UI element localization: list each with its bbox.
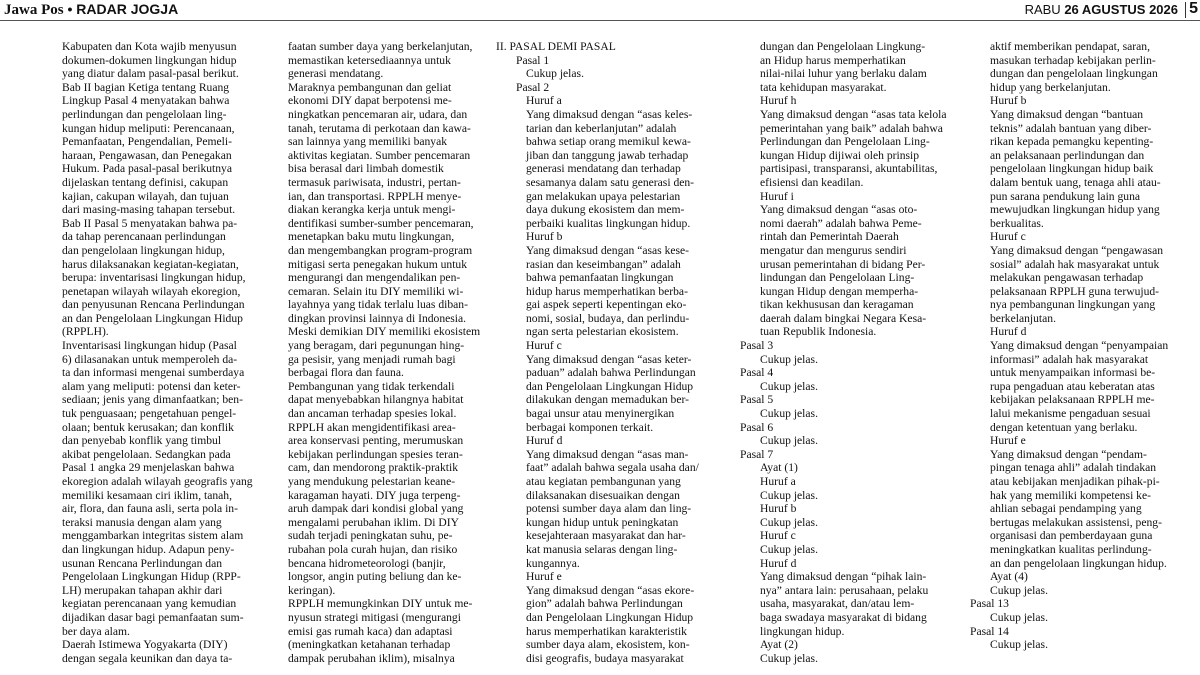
text-line: yang beragam, dari pegunungan hing- [288, 339, 465, 353]
text-line: ian, dan transportasi. RPPLH menye- [288, 189, 462, 203]
text-line: karagaman hayati. DIY juga terpeng- [288, 488, 461, 502]
text-line: ngan serta pelestarian ekosistem. [526, 325, 679, 339]
text-line: dungan dan pengelolaan lingkungan [990, 67, 1158, 81]
text-line: Meski demikian DIY memiliki ekosistem [288, 325, 481, 339]
text-line: dilakukan dengan memadukan ber- [526, 393, 689, 407]
text-line: dan pengelolaan lingkungan hidup, [62, 243, 225, 257]
text-line: layahnya yang tidak terlalu luas diban- [288, 298, 468, 312]
text-line: pelaksanaan RPPLH guna terwujud- [990, 284, 1160, 298]
text-line: kungannya. [526, 556, 580, 570]
text-line: ningkatkan pencemaran air, udara, dan [288, 107, 468, 121]
text-line: emisi gas rumah kaca) dan adaptasi [288, 624, 453, 638]
text-line: lingkungan hidup. [760, 624, 845, 638]
text-line: LH) merupakan tahapan akhir dari [62, 583, 223, 597]
text-line: Huruf h [760, 94, 797, 108]
text-line: da tahap perencanaan perlindungan [62, 230, 226, 244]
text-line: pemerintahan yang baik” adalah bahwa [760, 121, 943, 135]
text-line: Huruf b [526, 230, 563, 244]
text-line: rasian dan keseimbangan” adalah [526, 257, 681, 271]
text-line: dampak perubahan iklim), misalnya [288, 651, 455, 665]
text-line: nya pembangunan lingkungan yang [990, 298, 1156, 312]
text-line: Cukup jelas. [760, 488, 818, 502]
text-line: Pasal 14 [970, 624, 1009, 638]
text-line: Pasal 3 [740, 339, 774, 353]
text-line: berbagai flora dan fauna. [288, 366, 404, 380]
text-line: yang mendukung pelestarian keane- [288, 475, 456, 488]
text-line: usunan Rencana Perlindungan dan [62, 556, 223, 570]
article-column-3 [496, 40, 714, 675]
text-line: bahwa setiap orang memikul kewa- [526, 135, 691, 149]
text-line: rintah dan Pemerintah Daerah [760, 230, 899, 244]
text-line: dengan ketentuan yang berlaku. [990, 420, 1138, 434]
text-line: aktivitas kegiatan. Sumber pencemaran [288, 148, 471, 162]
text-line: dijelaskan tentang definisi, cakupan [62, 175, 229, 189]
text-line: Cukup jelas. [990, 638, 1048, 652]
text-line: longsor, angin puting beliung dan ke- [288, 570, 462, 584]
text-line: Bab II Pasal 5 menyatakan bahwa pa- [62, 216, 238, 230]
text-line: kungan Hidup dijiwai oleh prinsip [760, 148, 920, 162]
text-line: Maraknya pembangunan dan geliat [288, 80, 452, 94]
text-line: tarian dan keberlanjutan” adalah [526, 121, 677, 135]
header-rule [0, 20, 1200, 21]
text-line: harus dilaksanakan kegiatan-kegiatan, [62, 257, 239, 271]
text-line: kebijakan pelaksanaan RPPLH me- [990, 393, 1155, 407]
text-line: untuk menyampaikan informasi be- [990, 366, 1156, 380]
text-line: Huruf d [990, 325, 1027, 339]
text-line: paduan” adalah bahwa Perlindungan [526, 366, 696, 380]
text-line: yang diatur dalam pasal-pasal berikut. [62, 67, 239, 81]
text-line: 6) dilasanakan untuk memperoleh da- [62, 352, 238, 366]
text-line: pengelolaan lingkungan hidup baik [990, 162, 1154, 176]
text-line: Yang dimaksud dengan “asas man- [526, 447, 689, 461]
text-line: dengan segala keunikan dan daya ta- [62, 651, 233, 665]
text-line: kungan hidup untuk peningkatan [526, 515, 679, 529]
text-line: haraan, Pengawasan, dan Penegakan [62, 148, 232, 162]
masthead [0, 0, 1200, 22]
text-line: pingan tenaga ahli” adalah tindakan [990, 461, 1157, 475]
text-line: Yang dimaksud dengan “asas keles- [526, 107, 693, 121]
text-line: dingkan provinsi lainnya di Indonesia. [288, 311, 467, 325]
text-line: Cukup jelas. [990, 583, 1048, 597]
text-line: rupa pengaduan atau keberatan atas [990, 379, 1155, 393]
edition-name: RADAR JOGJA [76, 1, 179, 17]
text-line: Huruf i [760, 189, 794, 203]
text-line: tata kehidupan masyarakat. [760, 80, 887, 94]
article-column-1 [62, 40, 267, 675]
text-line: Daerah Istimewa Yogyakarta (DIY) [62, 638, 228, 652]
text-line: dan ancaman terhadap spesies lokal. [288, 407, 457, 421]
text-line: Pemanfaatan, Pengendalian, Pemeli- [62, 135, 232, 149]
text-line: Pasal 7 [740, 447, 774, 461]
text-line: daerah dalam bingkai Negara Kesa- [760, 311, 927, 325]
text-line: Pasal 6 [740, 420, 774, 434]
text-line: atau kebijakan menjadikan pihak-pi- [990, 475, 1160, 488]
text-line: alam yang meliputi: potensi dan keter- [62, 379, 241, 393]
text-line: daya dukung ekosistem dan mem- [526, 203, 685, 217]
text-line: Yang dimaksud dengan “asas ekore- [526, 583, 695, 597]
text-line: Yang dimaksud dengan “asas oto- [760, 203, 918, 217]
text-line: urusan pemerintahan di bidang Per- [760, 257, 926, 271]
text-line: organisasi dan pemberdayaan guna [990, 529, 1153, 543]
text-line: dilaksanakan disesuaikan dengan [526, 488, 680, 502]
text-line: potensi sumber daya alam dan ling- [526, 502, 692, 516]
text-line: kungan hidup meliputi: Perencanaan, [62, 121, 235, 135]
text-line: aruh dampak dari kondisi global yang [288, 502, 464, 516]
text-line: Pasal 5 [740, 393, 774, 407]
text-line: Pembangunan yang tidak terkendali [288, 379, 455, 393]
text-line: Huruf a [760, 475, 796, 488]
text-line: efisiensi dan keadilan. [760, 175, 864, 189]
text-line: perlindungan dan pengelolaan ling- [62, 107, 227, 121]
text-line: diakan kerangka kerja untuk mengi- [288, 203, 456, 217]
text-line: Huruf c [990, 230, 1026, 244]
text-line: nya” antara lain: perusahaan, pelaku [760, 583, 929, 597]
text-line: Yang dimaksud dengan “pendam- [990, 447, 1147, 461]
text-line: usaha, masyarakat, dan/atau lem- [760, 597, 915, 611]
text-line: RPPLH memungkinkan DIY untuk me- [288, 597, 473, 611]
text-line: an dan pengelolaan lingkungan hidup. [990, 556, 1167, 570]
text-line: area konservasi penting, merumuskan [288, 434, 464, 448]
text-line: Hukum. Pada pasal-pasal berikutnya [62, 162, 232, 176]
text-line: faat” adalah bahwa segala usaha dan/ [526, 461, 699, 475]
text-line: Yang dimaksud dengan “bantuan [990, 107, 1144, 121]
text-line: rikan kepada pemangku kepenting- [990, 135, 1154, 149]
text-line: Ayat (4) [990, 570, 1028, 584]
text-line: Yang dimaksud dengan “asas keter- [526, 352, 692, 366]
text-line: Huruf c [760, 529, 796, 543]
text-line: ta dan informasi mengenai sumberdaya [62, 366, 245, 380]
text-line: teknis” adalah bantuan yang diber- [990, 121, 1152, 135]
text-line: dijadikan dasar bagi pemanfaatan sum- [62, 610, 244, 624]
date-label: 26 AGUSTUS 2026 [1064, 2, 1178, 17]
text-line: tikan kekhususan dan keragaman [760, 298, 914, 312]
text-line: teraksi manusia dengan alam yang [62, 515, 222, 529]
text-line: ber daya alam. [62, 624, 130, 638]
text-line: berkualitas. [990, 216, 1044, 230]
text-line: Pasal 2 [516, 80, 550, 94]
text-line: dungan dan Pengelolaan Lingkung- [760, 40, 926, 53]
text-line: nomi daerah” adalah bahwa Peme- [760, 216, 922, 230]
text-line: penetapan wilayah wilayah ekoregion, [62, 284, 241, 298]
text-line: baga swadaya masyarakat di bidang [760, 610, 927, 624]
text-line: sumber daya alam, ekosistem, kon- [526, 638, 690, 652]
text-line: nyusun strategi mitigasi (mengurangi [288, 610, 461, 624]
text-line: dan mengembangkan program-program [288, 243, 473, 257]
text-line: Lingkup Pasal 4 menyatakan bahwa [62, 94, 230, 108]
text-line: mitigasi serta penegakan hukum untuk [288, 257, 468, 271]
text-line: kat manusia selaras dengan ling- [526, 542, 678, 556]
text-line: melakukan pengawasan terhadap [990, 271, 1144, 285]
text-line: ekoregion adalah wilayah geografis yang [62, 475, 253, 488]
text-line: dapat menyebabkan hilangnya habitat [288, 393, 464, 407]
text-line: hidup yang berkelanjutan. [990, 80, 1111, 94]
article-column-2 [288, 40, 486, 675]
text-line: generasi mendatang. [288, 67, 384, 81]
text-line: informasi” adalah hak masyarakat [990, 352, 1149, 366]
text-line: Cukup jelas. [760, 434, 818, 448]
article-column-5 [970, 40, 1195, 675]
text-line: Yang dimaksud dengan “asas kese- [526, 243, 690, 257]
text-line: dentifikasi sumber-sumber pencemaran, [288, 216, 474, 230]
text-line: Huruf d [526, 434, 563, 448]
page-number: 5 [1189, 0, 1198, 17]
text-line: cemaran. Selain itu DIY memiliki wi- [288, 284, 464, 298]
text-line: (RPPLH). [62, 325, 109, 339]
text-line: Yang dimaksud dengan “penyampaian [990, 339, 1169, 353]
text-line: pun sarana pendukung lain guna [990, 189, 1141, 203]
text-line: sosial” adalah hak masyarakat untuk [990, 257, 1160, 271]
text-line: Huruf e [990, 434, 1026, 448]
text-line: lindungan dan Pengelolaan Ling- [760, 271, 915, 285]
text-line: bahwa pemanfaatan lingkungan [526, 271, 674, 285]
text-line: gion” adalah bahwa Perlindungan [526, 597, 683, 611]
text-line: berbagai komponen terkait. [526, 420, 654, 434]
text-line: dari masing-masing tahapan tersebut. [62, 203, 236, 217]
brand-name: Jawa Pos [4, 2, 64, 18]
text-line: Cukup jelas. [760, 515, 818, 529]
text-line: Cukup jelas. [760, 651, 818, 665]
text-line: Bab II bagian Ketiga tentang Ruang [62, 80, 230, 94]
text-line: mengalami perubahan iklim. Di DIY [288, 515, 459, 529]
masthead-left [4, 1, 178, 19]
text-line: Cukup jelas. [760, 379, 818, 393]
text-line: Huruf d [760, 556, 797, 570]
text-line: mengurangi dan mengendalikan pen- [288, 271, 461, 285]
text-line: ahlian sebagai pendamping yang [990, 502, 1142, 516]
text-line: berkelanjutan. [990, 311, 1056, 325]
text-line: mewujudkan lingkungan hidup yang [990, 203, 1160, 217]
text-line: memastikan ketersediaannya untuk [288, 53, 451, 67]
text-line: lalui mekanisme pengaduan sesuai [990, 407, 1151, 421]
text-line: tuan Republik Indonesia. [760, 325, 877, 339]
text-line: faatan sumber daya yang berkelanjutan, [288, 40, 473, 53]
text-line: dokumen-dokumen lingkungan hidup [62, 53, 237, 67]
text-line: aktif memberikan pendapat, saran, [990, 40, 1150, 53]
text-line: hak yang memiliki kompetensi ke- [990, 488, 1151, 502]
text-line: kegiatan perencanaan yang kemudian [62, 597, 237, 611]
text-line: menetapkan baku mutu lingkungan, [288, 230, 455, 244]
masthead-divider [1185, 2, 1186, 18]
text-line: sediaan; jenis yang dimanfaatkan; ben- [62, 393, 243, 407]
text-line: sesamanya dalam satu generasi den- [526, 175, 695, 189]
day-label: RABU [1024, 2, 1061, 17]
article-column-4 [740, 40, 950, 675]
text-line: kajian, cakupan wilayah, dan tujuan [62, 189, 229, 203]
text-line: kesejahteraan masyarakat dan har- [526, 529, 686, 543]
text-line: Ayat (2) [760, 638, 798, 652]
text-line: Huruf a [526, 94, 562, 108]
text-line: Huruf b [760, 502, 797, 516]
text-line: dalam bentuk uang, tenaga ahli atau- [990, 175, 1161, 189]
text-line: kebijakan perlindungan spesies teran- [288, 447, 463, 461]
text-line: bagai unsur atau menyinergikan [526, 407, 675, 421]
text-line: an pelaksanaan perlindungan dan [990, 148, 1145, 162]
text-line: akibat pengelolaan. Sedangkan pada [62, 447, 231, 461]
text-line: gai aspek seperti kepentingan eko- [526, 298, 687, 312]
text-line: tuk penguasaan; pengetahuan pengel- [62, 407, 237, 421]
text-line: Yang dimaksud dengan “pihak lain- [760, 570, 927, 584]
text-line: RPPLH akan mengidentifikasi area- [288, 420, 456, 434]
text-line: Pasal 1 angka 29 menjelaskan bahwa [62, 461, 235, 475]
text-line: Cukup jelas. [990, 610, 1048, 624]
text-line: air, flora, dan fauna asli, serta pola in- [62, 502, 238, 516]
text-line: bisa berasal dari limbah domestik [288, 162, 444, 176]
text-line: II. PASAL DEMI PASAL [496, 40, 616, 53]
text-line: keringan). [288, 583, 336, 597]
text-line: Cukup jelas. [760, 542, 818, 556]
text-line: menggambarkan integritas sistem alam [62, 529, 244, 543]
text-line: Cukup jelas. [526, 67, 584, 81]
text-line: Huruf b [990, 94, 1027, 108]
text-line: rubahan pola curah hujan, dan risiko [288, 542, 458, 556]
text-line: Cukup jelas. [760, 407, 818, 421]
text-line: an dan Pengelolaan Lingkungan Hidup [62, 311, 243, 325]
text-line: gan melakukan upaya pelestarian [526, 189, 681, 203]
text-line: nomi, sosial, budaya, dan perlindu- [526, 311, 690, 325]
text-line: harus memperhatikan karakteristik [526, 624, 687, 638]
text-line: perbaiki kualitas lingkungan hidup. [526, 216, 691, 230]
text-line: mengatur dan mengurus sendiri [760, 243, 907, 257]
text-line: hidup harus memperhatikan berba- [526, 284, 688, 298]
text-line: Kabupaten dan Kota wajib menyusun [62, 40, 237, 53]
text-line: partisipasi, transparansi, akuntabilitas, [760, 162, 938, 176]
masthead-bullet: • [67, 1, 73, 17]
text-line: cam, dan mendorong praktik-praktik [288, 461, 458, 475]
text-line: Ayat (1) [760, 461, 798, 475]
text-line: memiliki kesamaan ciri iklim, tanah, [62, 488, 232, 502]
text-line: jiban dan tanggung jawab terhadap [526, 148, 689, 162]
text-line: Perlindungan dan Pengelolaan Ling- [760, 135, 930, 149]
text-line: dan lingkungan hidup. Adapun peny- [62, 542, 235, 556]
text-line: (meningkatkan ketahanan terhadap [288, 638, 451, 652]
text-line: meningkatkan kualitas perlindung- [990, 542, 1152, 556]
text-line: Huruf c [526, 339, 562, 353]
text-line: Pasal 1 [516, 53, 550, 67]
text-line: Pengelolaan Lingkungan Hidup (RPP- [62, 570, 241, 584]
text-line: ga pesisir, yang menjadi rumah bagi [288, 352, 456, 366]
text-line: an Hidup harus memperhatikan [760, 53, 906, 67]
text-line: berupa: inventarisasi lingkungan hidup, [62, 271, 246, 285]
text-line: bertugas melakukan assistensi, peng- [990, 515, 1162, 529]
text-line: disi geografis, budaya masyarakat [526, 651, 684, 665]
text-line: sudah terjadi peningkatan suhu, pe- [288, 529, 453, 543]
text-line: Huruf e [526, 570, 562, 584]
text-line: Yang dimaksud dengan “asas tata kelola [760, 107, 947, 121]
text-line: bencana hidrometeorologi (banjir, [288, 556, 446, 570]
text-line: Inventarisasi lingkungan hidup (Pasal [62, 339, 237, 353]
text-line: generasi mendatang dan terhadap [526, 162, 681, 176]
text-line: ekonomi DIY dapat berpotensi me- [288, 94, 452, 108]
text-line: atau kegiatan pembangunan yang [526, 475, 681, 488]
text-line: kungan Hidup dengan memperha- [760, 284, 919, 298]
text-line: termasuk pariwisata, industri, pertan- [288, 175, 461, 189]
text-line: Cukup jelas. [760, 352, 818, 366]
text-line: dan Pengelolaan Lingkungan Hidup [526, 379, 694, 393]
text-line: olaan; bentuk kerusakan; dan konflik [62, 420, 234, 434]
text-line: tanah, terutama di perkotaan dan kawa- [288, 121, 471, 135]
text-line: Pasal 13 [970, 597, 1009, 611]
text-line: dan Pengelolaan Lingkungan Hidup [526, 610, 694, 624]
text-line: dan penyusunan Rencana Perlindungan [62, 298, 245, 312]
masthead-date [1025, 2, 1178, 17]
text-line: nilai-nilai luhur yang berlaku dalam [760, 67, 927, 81]
text-line: Pasal 4 [740, 366, 774, 380]
text-line: dan penyebab konflik yang timbul [62, 434, 222, 448]
text-line: Yang dimaksud dengan “pengawasan [990, 243, 1164, 257]
text-line: masukan terhadap kebijakan perlin- [990, 53, 1156, 67]
text-line: san lainnya yang memiliki banyak [288, 135, 448, 149]
